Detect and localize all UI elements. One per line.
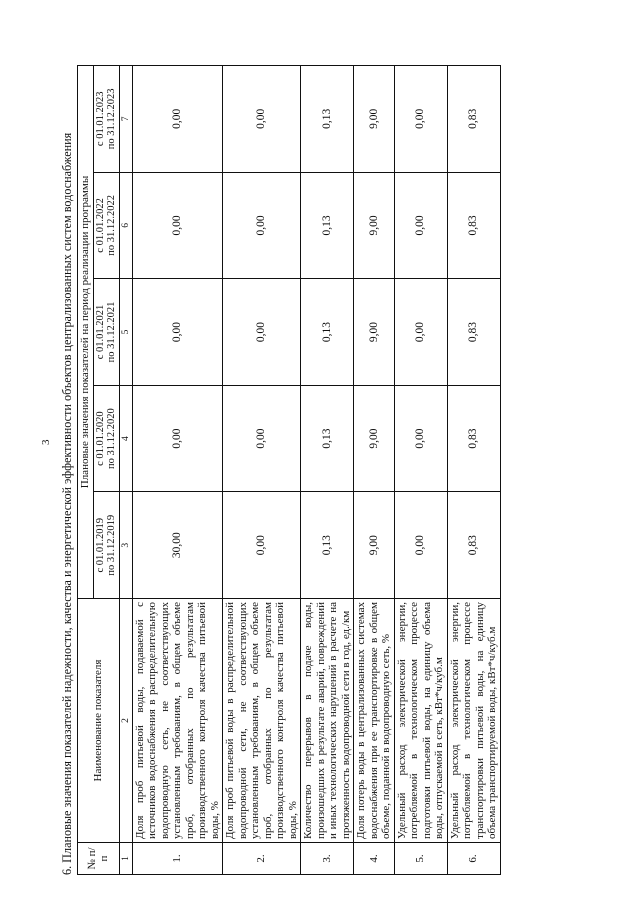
indicators-table — [77, 65, 501, 875]
indicator-value: 30,00 — [132, 492, 223, 599]
header-num: № п/п — [78, 843, 120, 875]
indicator-value: 0,00 — [132, 279, 223, 386]
period-to: по 31.12.2023 — [106, 88, 117, 150]
table-row — [354, 66, 395, 875]
indicator-value: 0,00 — [223, 66, 301, 173]
row-number: 2. — [223, 843, 301, 875]
indicator-value: 0,83 — [447, 279, 500, 386]
indicator-value: 0,00 — [223, 279, 301, 386]
indicator-value: 0,13 — [301, 385, 354, 492]
indicator-value: 0,00 — [132, 385, 223, 492]
indicator-value: 0,00 — [223, 172, 301, 279]
indicator-value: 0,00 — [223, 385, 301, 492]
indicator-value: 0,00 — [394, 279, 447, 386]
row-number: 5. — [394, 843, 447, 875]
indicator-value: 9,00 — [354, 172, 395, 279]
indicator-name: Доля проб питьевой воды в распределительной водопроводной сети, не соответствующих установленным требованиям, в общем объеме проб, отобранных по результатам производственного контроля качества питьевой воды, % — [223, 599, 301, 843]
period-from: с 01.01.2019 — [94, 517, 106, 573]
column-index: 7 — [119, 66, 132, 173]
row-number: 6. — [447, 843, 500, 875]
column-index: 2 — [119, 599, 132, 843]
table-row — [447, 66, 500, 875]
period-header — [93, 492, 119, 599]
period-header — [93, 66, 119, 173]
indicator-value: 0,83 — [447, 385, 500, 492]
period-to: по 31.12.2022 — [106, 195, 117, 256]
indicator-value: 0,00 — [394, 492, 447, 599]
period-to: по 31.12.2020 — [106, 408, 117, 469]
column-index-row — [119, 66, 132, 875]
header-name: Наименование показателя — [78, 599, 120, 843]
indicator-name: Доля проб питьевой воды, подаваемой с источников водоснабжения в распределительную водопроводную сеть, не соответствующих установленным требованиям, в общем объеме проб, отобранных по результатам производственного контроля качества питьевой воды, % — [132, 599, 223, 843]
header-row-top — [78, 66, 94, 875]
indicator-value: 0,00 — [394, 172, 447, 279]
period-from: с 01.01.2023 — [94, 91, 106, 147]
period-from: с 01.01.2022 — [94, 198, 106, 253]
indicator-value: 0,13 — [301, 172, 354, 279]
header-period-group: Плановые значения показателей на период реализации программы — [78, 66, 94, 599]
table-row — [301, 66, 354, 875]
page-number: 3 — [40, 439, 52, 445]
rotated-page-content — [60, 65, 501, 875]
period-from: с 01.01.2020 — [94, 411, 106, 466]
column-index: 3 — [119, 492, 132, 599]
indicator-value: 0,00 — [394, 66, 447, 173]
period-to: по 31.12.2019 — [106, 514, 117, 576]
indicator-name: Удельный расход электрической энергии, потребляемой в технологическом процессе транспортировки питьевой воды, на единицу объема транспортируемой воды, кВт*ч/куб.м — [447, 599, 500, 843]
indicator-value: 0,13 — [301, 66, 354, 173]
period-header — [93, 172, 119, 279]
indicator-value: 0,13 — [301, 492, 354, 599]
table-row — [223, 66, 301, 875]
indicator-name: Доля потерь воды в централизованных системах водоснабжения при ее транспортировке в общем объеме, поданной в водопроводную сеть, % — [354, 599, 395, 843]
indicator-value: 0,83 — [447, 66, 500, 173]
row-number: 4. — [354, 843, 395, 875]
period-from: с 01.01.2021 — [94, 304, 106, 360]
indicator-name: Удельный расход электрической энергии, потребляемой в технологическом процессе подготовки питьевой воды, на единицу объема воды, отпускаемой в сеть, кВт*ч/куб.м — [394, 599, 447, 843]
table-row — [132, 66, 223, 875]
period-header — [93, 385, 119, 492]
indicator-value: 0,83 — [447, 172, 500, 279]
indicator-value: 0,00 — [223, 492, 301, 599]
period-header — [93, 279, 119, 386]
indicator-value: 0,13 — [301, 279, 354, 386]
column-index: 6 — [119, 172, 132, 279]
indicator-value: 0,83 — [447, 492, 500, 599]
table-row — [394, 66, 447, 875]
indicator-value: 9,00 — [354, 279, 395, 386]
column-index: 4 — [119, 385, 132, 492]
section-title: 6. Плановые значения показателей надежности, качества и энергетической эффективности объектов централизованных систем водоснабжения — [60, 132, 74, 875]
indicator-name: Количество перерывов в подаче воды, произошедших в результате аварий, повреждений и иных технологических нарушений в расчете на протяженность водопроводной сети в год, ед./км — [301, 599, 354, 843]
row-number: 3. — [301, 843, 354, 875]
indicator-value: 0,00 — [132, 172, 223, 279]
indicator-value: 9,00 — [354, 492, 395, 599]
indicator-value: 9,00 — [354, 66, 395, 173]
column-index: 5 — [119, 279, 132, 386]
period-to: по 31.12.2021 — [106, 301, 117, 363]
indicator-value: 0,00 — [394, 385, 447, 492]
row-number: 1. — [132, 843, 223, 875]
column-index: 1 — [119, 843, 132, 875]
indicator-value: 9,00 — [354, 385, 395, 492]
indicator-value: 0,00 — [132, 66, 223, 173]
